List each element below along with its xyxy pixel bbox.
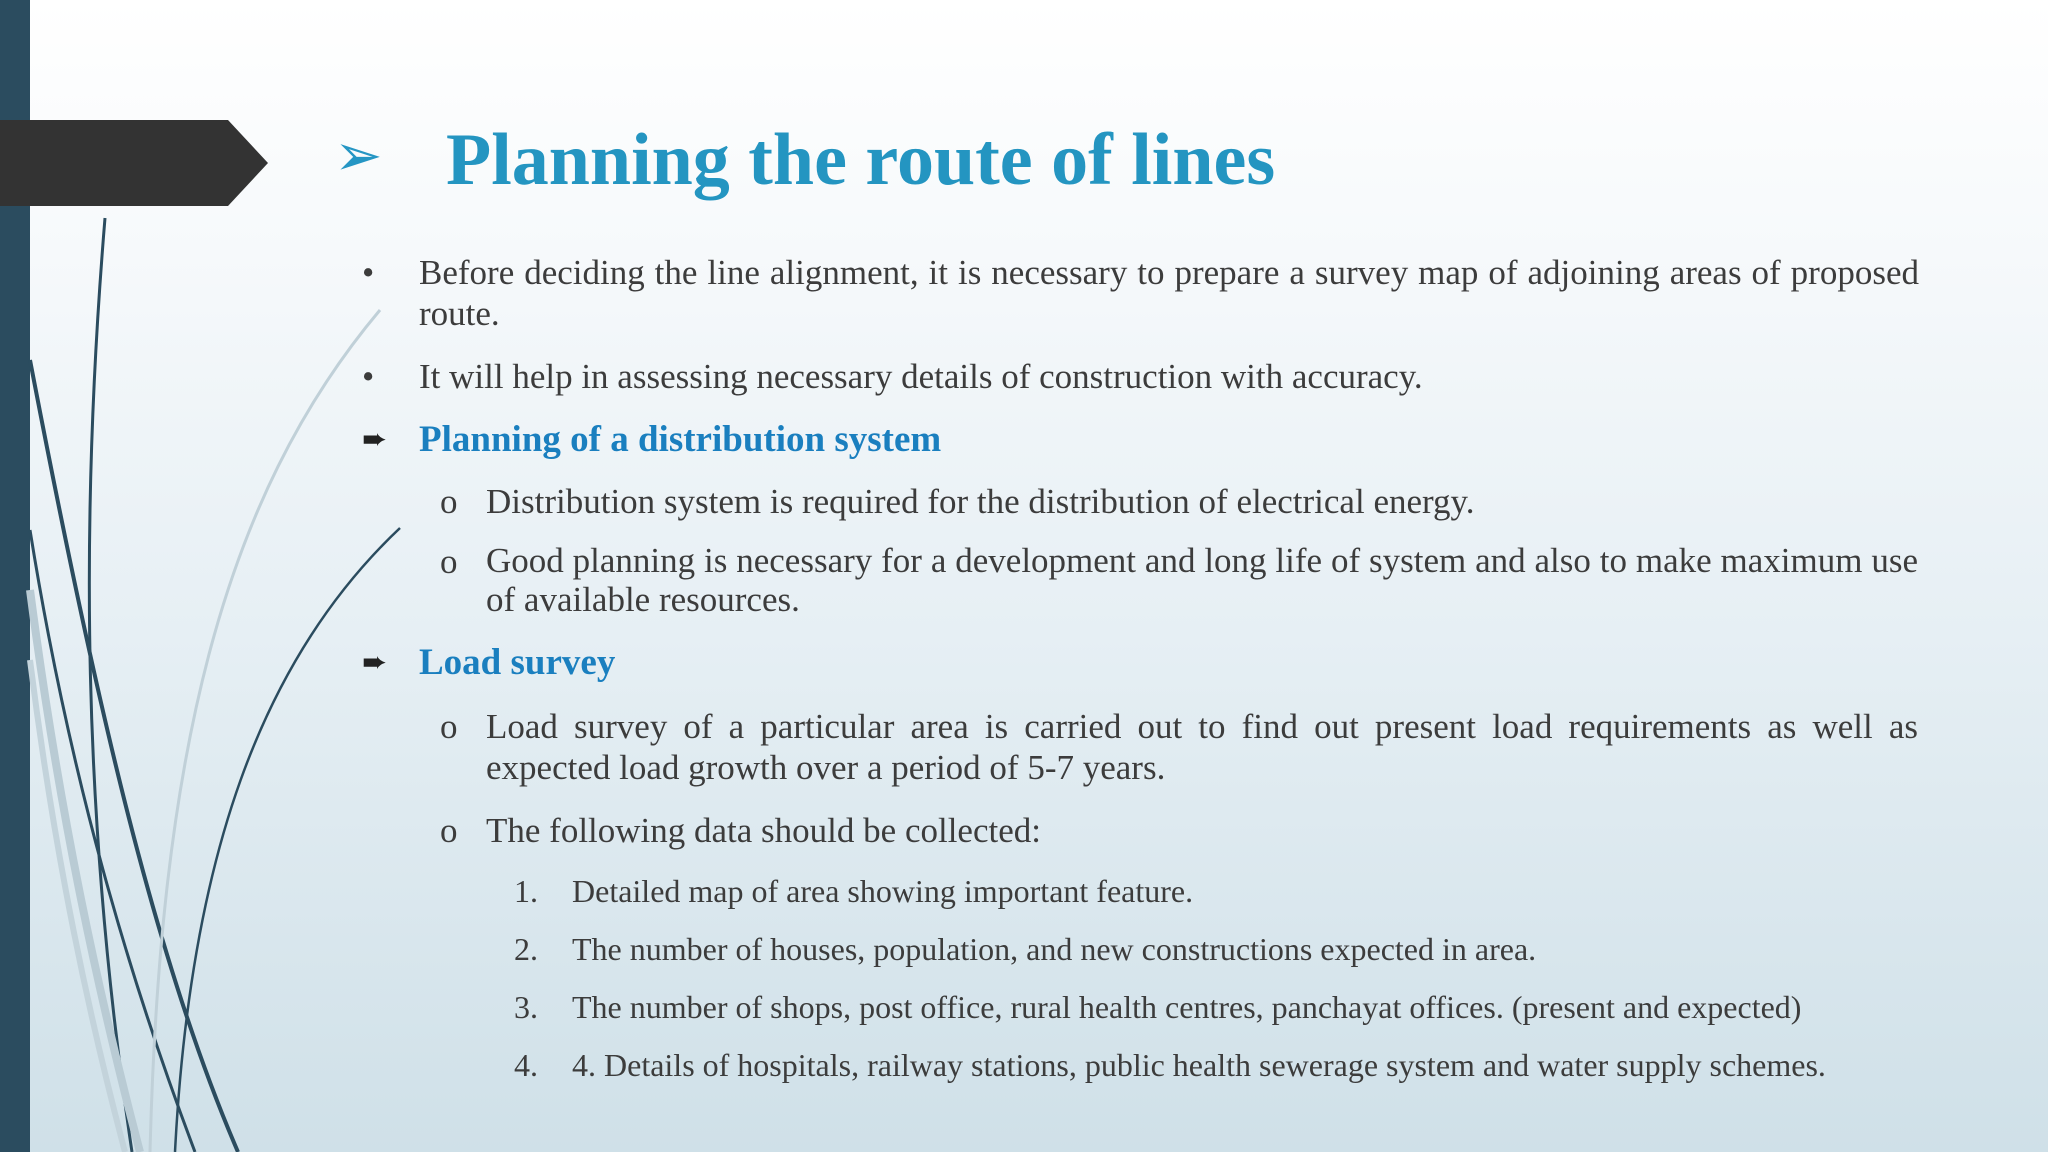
numbered-item-text: The number of shops, post office, rural health centres, panchayat offices. (present and expected) [572,989,1802,1025]
list-number: 1. [514,873,538,909]
numbered-item-text: The number of houses, population, and new constructions expected in area. [572,931,1537,967]
section-heading: Load survey [419,642,616,683]
list-number: 2. [514,931,538,967]
bullet-icon: • [362,357,375,396]
sub-bullet-icon: o [440,482,458,521]
arrow-bullet-icon: ➨ [362,645,388,680]
list-number: 3. [514,989,538,1025]
title-arrow-tab [0,120,270,206]
section-heading: Planning of a distribution system [419,419,942,460]
bullet-text: Before deciding the line alignment, it is necessary to prepare a survey map of adjoining areas of proposed route. [419,253,1919,333]
sub-bullet-text: Distribution system is required for the distribution of electrical energy. [486,482,1475,521]
slide-title: Planning the route of lines [446,119,1276,201]
sub-bullet-icon: o [440,811,458,850]
title-arrow-icon: ➢ [334,121,383,189]
arrow-bullet-icon: ➨ [362,422,388,457]
sub-bullet-icon: o [440,542,458,581]
bullet-text: It will help in assessing necessary details of construction with accuracy. [419,357,1423,396]
numbered-item-text: Detailed map of area showing important feature. [572,873,1194,909]
sub-bullet-text: The following data should be collected: [486,811,1041,850]
sub-bullet-text: Good planning is necessary for a development and long life of system and also to make maximum use of available resources. [486,541,1918,619]
sub-bullet-text: Load survey of a particular area is carried out to find out present load requirements as well as expected load growth over a period of 5-7 years. [486,707,1918,787]
numbered-item-text: 4. Details of hospitals, railway stations, public health sewerage system and water supply schemes. [572,1047,1826,1083]
list-number: 4. [514,1047,538,1083]
bullet-icon: • [362,253,375,292]
sub-bullet-icon: o [440,707,458,746]
